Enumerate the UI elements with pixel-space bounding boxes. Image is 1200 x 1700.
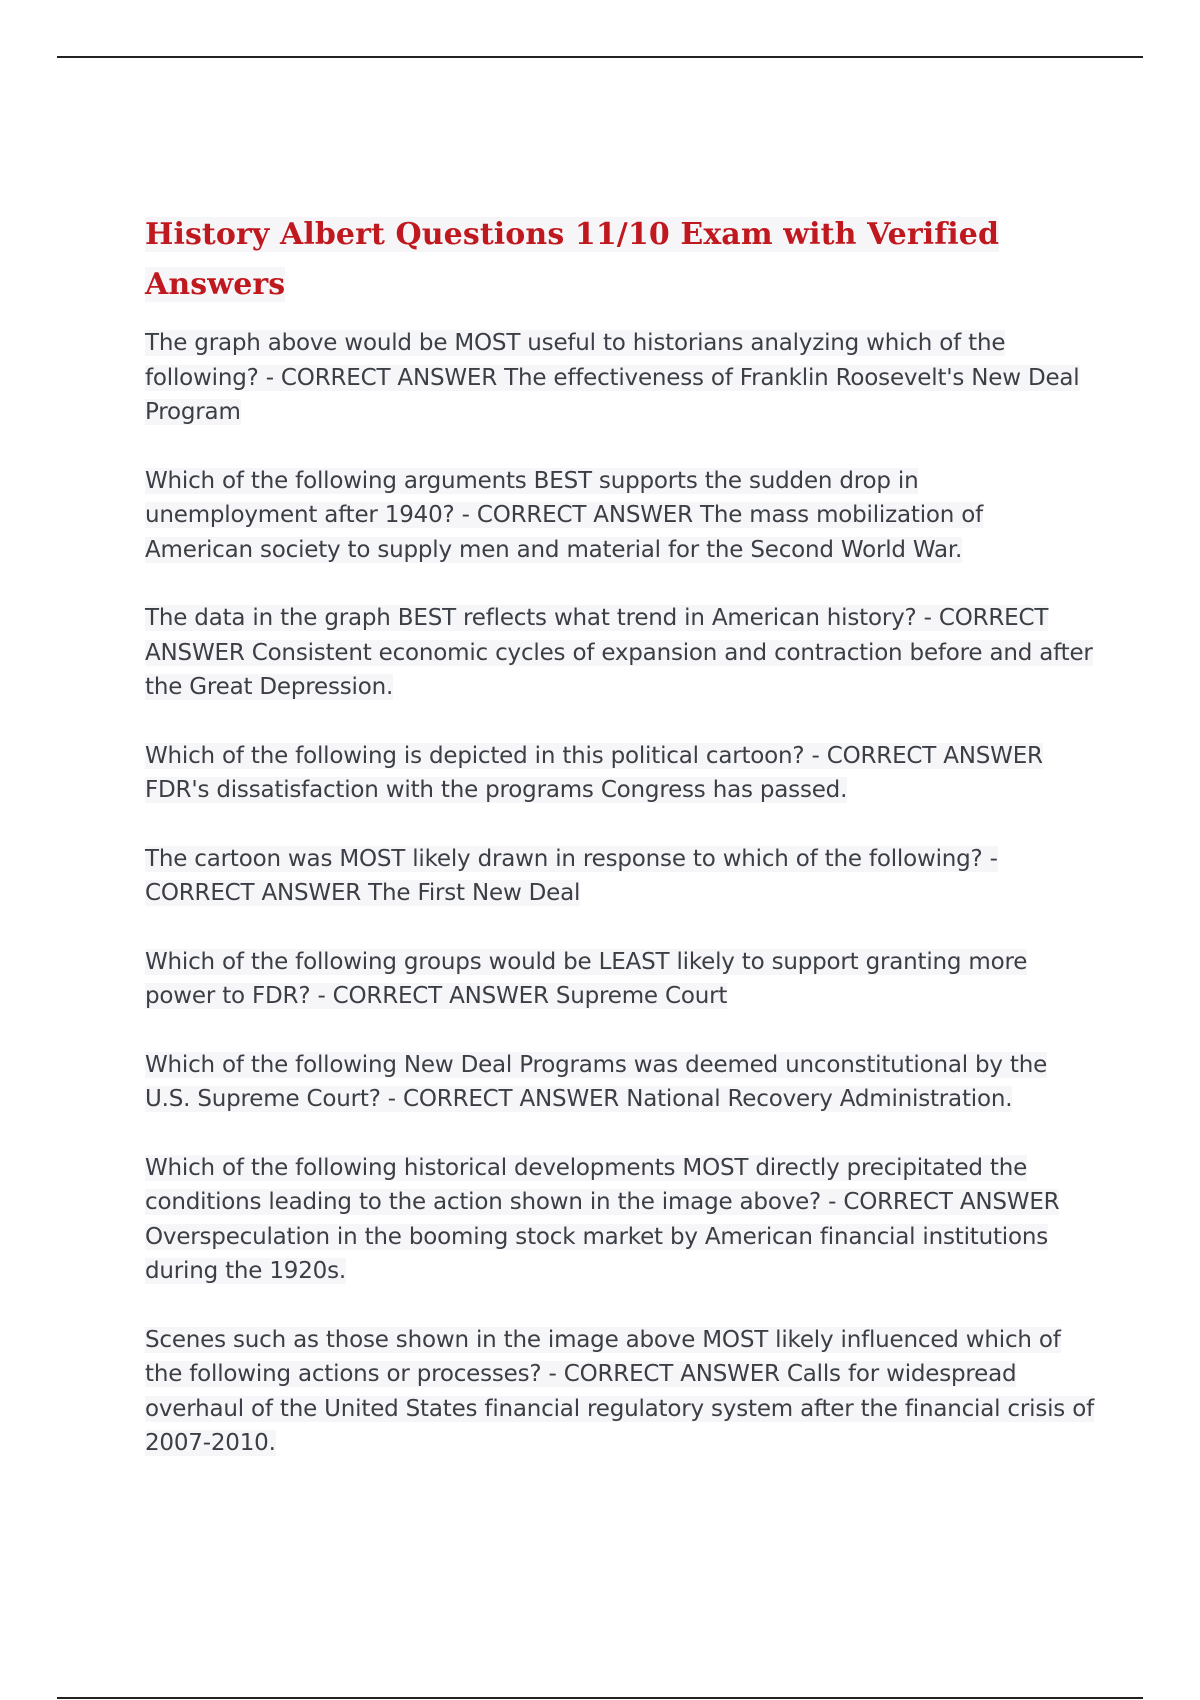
qa-entry-6: Which of the following groups would be LEAST likely to support granting more power to FDR? - CORRECT ANSWER Supreme Court [145,948,1028,1009]
qa-entry-9: Scenes such as those shown in the image above MOST likely influenced which of the following actions or processes? - CORRECT ANSWER Calls for widespread overhaul of the United States financial regulatory system after the financial crisis of 2007-2010. [145,1326,1094,1456]
bottom-rule [57,1697,1143,1699]
qa-entry-8: Which of the following historical developments MOST directly precipitated the conditions leading to the action shown in the image above? - CORRECT ANSWER Overspeculation in the booming stock market by American financial institutions during the 1920s. [145,1154,1060,1284]
qa-entry-3: The data in the graph BEST reflects what trend in American history? - CORRECT ANSWER Consistent economic cycles of expansion and contraction before and after the Great Depression. [145,605,1093,700]
qa-entry-7: Which of the following New Deal Programs was deemed unconstitutional by the U.S. Supreme Court? - CORRECT ANSWER National Recovery Administration. [145,1051,1048,1112]
qa-entry-4: Which of the following is depicted in this political cartoon? - CORRECT ANSWER FDR's dissatisfaction with the programs Congress has passed. [145,742,1043,803]
qa-entry-2: Which of the following arguments BEST supports the sudden drop in unemployment after 1940? - CORRECT ANSWER The mass mobilization of American society to supply men and material for the Second World War. [145,467,984,563]
top-rule [57,56,1143,58]
document-body [145,210,1095,1495]
document-title: History Albert Questions 11/10 Exam with Verified Answers [145,217,1000,302]
qa-entry-1: The graph above would be MOST useful to historians analyzing which of the following? - CORRECT ANSWER The effectiveness of Franklin Roosevelt's New Deal Program [145,330,1080,425]
qa-entry-5: The cartoon was MOST likely drawn in response to which of the following? - CORRECT ANSWER The First New Deal [145,845,998,906]
